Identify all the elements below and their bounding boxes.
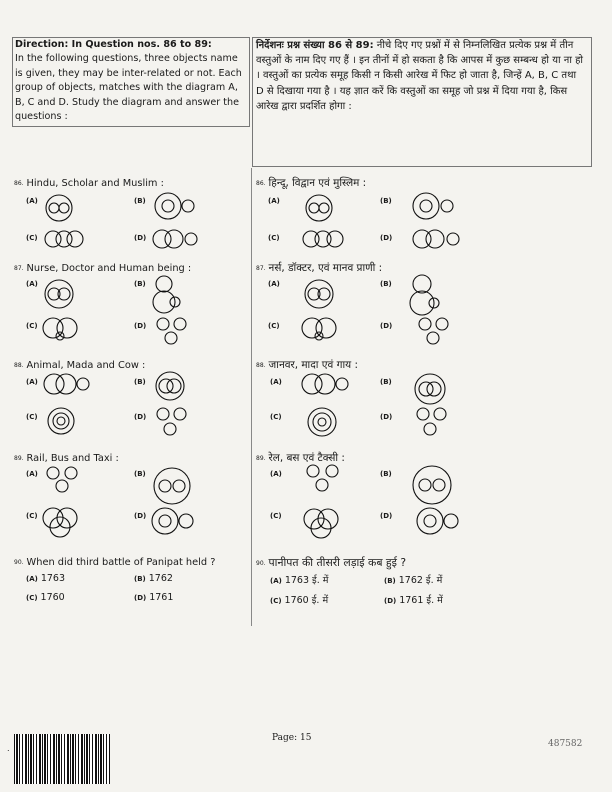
q86-en-opt-d[interactable]: (D) bbox=[134, 234, 147, 242]
q89-en-opt-b[interactable]: (B) bbox=[134, 470, 146, 478]
q87-en-opt-a[interactable]: (A) bbox=[26, 280, 38, 288]
venn-86-en-a bbox=[42, 193, 76, 223]
q88-en-opt-d[interactable]: (D) bbox=[134, 413, 147, 421]
question-89-en: 89. Rail, Bus and Taxi : bbox=[14, 453, 119, 464]
venn-87-hi-b bbox=[410, 274, 442, 318]
venn-89-hi-c bbox=[300, 506, 342, 540]
question-87-hi: 87. नर्स, डॉक्टर, एवं मानव प्राणी : bbox=[256, 262, 383, 274]
q86-hi-opt-b[interactable]: (B) bbox=[380, 197, 392, 205]
q87-hi-opt-c[interactable]: (C) bbox=[268, 322, 280, 330]
venn-86-hi-a bbox=[302, 193, 336, 223]
q86-hi-opt-a[interactable]: (A) bbox=[268, 197, 280, 205]
q87-en-opt-b[interactable]: (B) bbox=[134, 280, 146, 288]
q90-hi-opt-b[interactable]: (B) 1762 ई. में bbox=[384, 575, 443, 586]
venn-86-hi-d bbox=[410, 228, 462, 250]
venn-87-en-a bbox=[42, 278, 76, 310]
direction-hi bbox=[256, 38, 586, 114]
question-88-hi: 88. जानवर, मादा एवं गाय : bbox=[256, 359, 358, 371]
venn-87-en-d bbox=[154, 316, 190, 346]
q90-hi-opt-a[interactable]: (A) 1763 ई. में bbox=[270, 575, 329, 586]
venn-86-en-c bbox=[42, 229, 86, 249]
q87-hi-opt-a[interactable]: (A) bbox=[268, 280, 280, 288]
direction-hi-body: नीचे दिए गए प्रश्नों में से निम्नलिखित प्रत्येक प्रश्न में तीन वस्तुओं के नाम दिए गए हैं । इन तीनों में हो सकता है कि आपस में कुछ सम्बन्ध हो या ना हो । वस्तुओं का प्रत्येक समूह किसी न किसी आरेख में फिट हो जाता है, जिन्हें A, B, C तथा D से दिखाया गया है । यह ज्ञात करें कि वस्तुओं का समूह जो प्रश्न में दिया गया है, किस आरेख द्वारा प्रदर्शित होगा : bbox=[256, 40, 583, 112]
venn-88-en-c bbox=[46, 406, 76, 436]
page-number: Page: 15 bbox=[272, 733, 312, 743]
barcode bbox=[14, 734, 110, 784]
q87-en-opt-c[interactable]: (C) bbox=[26, 322, 38, 330]
venn-86-en-b bbox=[152, 190, 196, 222]
direction-en-body: In the following questions, three objects name is given, they may be inter-related or not. Each group of objects, matches with the diagram A, B, C and D. Study the diagram and answer the questions : bbox=[15, 53, 242, 123]
venn-86-en-d bbox=[150, 228, 200, 250]
q90-hi-opt-d[interactable]: (D) 1761 ई. में bbox=[384, 595, 443, 606]
venn-87-hi-a bbox=[302, 278, 336, 310]
venn-87-hi-c bbox=[298, 316, 340, 342]
direction-en-label: Direction: In Question nos. 86 to 89: bbox=[15, 39, 212, 50]
q87-hi-opt-b[interactable]: (B) bbox=[380, 280, 392, 288]
venn-88-en-b bbox=[152, 370, 188, 402]
q88-hi-opt-c[interactable]: (C) bbox=[270, 413, 282, 421]
question-87-en: 87. Nurse, Doctor and Human being : bbox=[14, 263, 192, 274]
column-divider bbox=[251, 168, 252, 626]
venn-89-hi-a bbox=[304, 463, 342, 495]
venn-87-en-b bbox=[152, 274, 182, 316]
venn-88-hi-d bbox=[414, 406, 450, 438]
direction-en bbox=[15, 38, 247, 124]
venn-86-hi-c bbox=[300, 229, 346, 249]
q89-hi-opt-b[interactable]: (B) bbox=[380, 470, 392, 478]
document-code: 487582 bbox=[548, 739, 583, 749]
q86-en-opt-b[interactable]: (B) bbox=[134, 197, 146, 205]
q88-hi-opt-d[interactable]: (D) bbox=[380, 413, 393, 421]
q89-en-opt-d[interactable]: (D) bbox=[134, 512, 147, 520]
q90-hi-opt-c[interactable]: (C) 1760 ई. में bbox=[270, 595, 329, 606]
question-86-en: 86. Hindu, Scholar and Muslim : bbox=[14, 178, 164, 189]
q90-en-opt-b[interactable]: (B) 1762 bbox=[134, 573, 173, 584]
q88-en-opt-a[interactable]: (A) bbox=[26, 378, 38, 386]
venn-89-en-b bbox=[152, 466, 192, 506]
venn-89-en-a bbox=[44, 465, 82, 495]
venn-86-hi-b bbox=[410, 190, 456, 222]
q90-en-opt-a[interactable]: (A) 1763 bbox=[26, 573, 66, 584]
venn-88-hi-a bbox=[300, 372, 352, 396]
q89-en-opt-c[interactable]: (C) bbox=[26, 512, 38, 520]
q90-en-opt-c[interactable]: (C) 1760 bbox=[26, 592, 65, 603]
q90-en-opt-d[interactable]: (D) 1761 bbox=[134, 592, 174, 603]
venn-88-hi-c bbox=[306, 406, 338, 438]
q86-hi-opt-d[interactable]: (D) bbox=[380, 234, 393, 242]
question-90-en: 90. When did third battle of Panipat held ? bbox=[14, 557, 216, 568]
q87-en-opt-d[interactable]: (D) bbox=[134, 322, 147, 330]
q89-hi-opt-a[interactable]: (A) bbox=[270, 470, 282, 478]
direction-hi-label: निर्देशनः प्रश्न संख्या 86 से 89: bbox=[256, 40, 374, 51]
venn-87-en-c bbox=[40, 316, 80, 342]
venn-88-en-d bbox=[154, 406, 190, 438]
margin-mark: . bbox=[7, 744, 10, 753]
venn-89-en-c bbox=[40, 506, 80, 538]
venn-88-hi-b bbox=[412, 372, 448, 406]
venn-87-hi-d bbox=[416, 316, 452, 346]
q89-hi-opt-d[interactable]: (D) bbox=[380, 512, 393, 520]
q86-en-opt-c[interactable]: (C) bbox=[26, 234, 38, 242]
q89-en-opt-a[interactable]: (A) bbox=[26, 470, 38, 478]
question-88-en: 88. Animal, Mada and Cow : bbox=[14, 360, 146, 371]
question-90-hi: 90. पानीपत की तीसरी लड़ाई कब हुई ? bbox=[256, 556, 407, 569]
q88-hi-opt-b[interactable]: (B) bbox=[380, 378, 392, 386]
venn-89-en-d bbox=[150, 506, 196, 536]
venn-88-en-a bbox=[42, 372, 92, 396]
question-86-hi: 86. हिन्दू, विद्वान एवं मुस्लिम : bbox=[256, 177, 367, 189]
q87-hi-opt-d[interactable]: (D) bbox=[380, 322, 393, 330]
q88-en-opt-c[interactable]: (C) bbox=[26, 413, 38, 421]
q88-hi-opt-a[interactable]: (A) bbox=[270, 378, 282, 386]
q86-en-opt-a[interactable]: (A) bbox=[26, 197, 38, 205]
venn-89-hi-d bbox=[414, 506, 462, 536]
q88-en-opt-b[interactable]: (B) bbox=[134, 378, 146, 386]
question-89-hi: 89. रेल, बस एवं टैक्सी : bbox=[256, 452, 345, 464]
q86-hi-opt-c[interactable]: (C) bbox=[268, 234, 280, 242]
venn-89-hi-b bbox=[410, 464, 454, 506]
q89-hi-opt-c[interactable]: (C) bbox=[270, 512, 282, 520]
